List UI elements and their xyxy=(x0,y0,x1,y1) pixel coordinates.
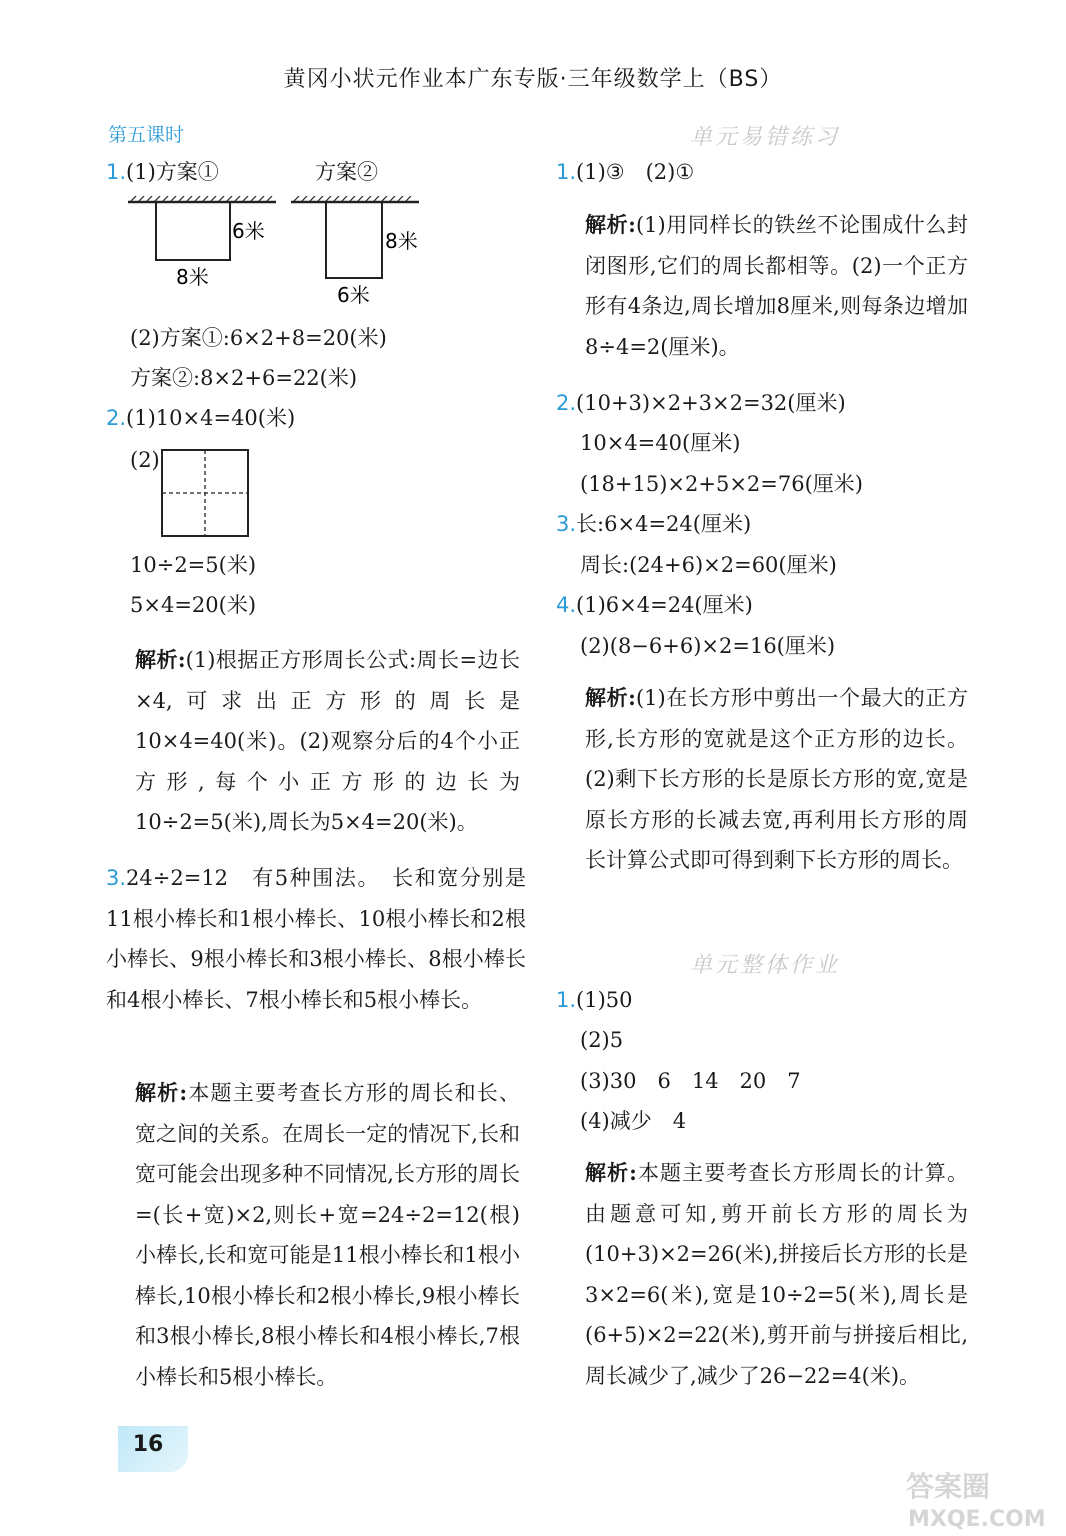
right-q1-answer xyxy=(556,152,694,192)
right-q5-analysis xyxy=(585,1153,968,1396)
right-q5-ans1: (1)50 xyxy=(576,988,633,1012)
scheme1-diagram xyxy=(128,196,278,292)
right-q5-ans3: (3)30 6 14 20 7 xyxy=(580,1069,801,1093)
right-q2-calc3: (18+15)×2+5×2=76(厘米) xyxy=(580,472,863,496)
q3-analysis xyxy=(135,1073,520,1397)
right-q5-ans2: (2)5 xyxy=(580,1028,624,1052)
scheme2-diagram xyxy=(291,196,431,310)
fig1-side-label: 6米 xyxy=(232,219,265,243)
q2-calc1: 10÷2=5(米) xyxy=(130,553,257,577)
question-number: 2. xyxy=(556,391,577,415)
q1-scheme1-calc: (2)方案①:6×2+8=20(米) xyxy=(130,326,387,350)
right-q2-calc2: 10×4=40(厘米) xyxy=(580,431,741,455)
right-q2-calc1: (10+3)×2+3×2=32(厘米) xyxy=(576,391,846,415)
question-number: 1. xyxy=(556,988,577,1012)
watermark-bottom-text: MXQE.COM xyxy=(908,1507,1046,1532)
question-number: 3. xyxy=(556,512,577,536)
q1-scheme2-label: 方案② xyxy=(315,160,378,184)
right-q3-calc2: 周长:(24+6)×2=60(厘米) xyxy=(580,553,837,577)
q2-square-diagram xyxy=(160,448,252,540)
right-q4-calc2: (2)(8−6+6)×2=16(厘米) xyxy=(580,634,836,658)
right-q4-analysis-text: (1)在长方形中剪出一个最大的正方形,长方形的宽就是这个正方形的边长。(2)剩下长方形的长是原长方形的宽,宽是原长方形的长减去宽,再利用长方形的周长计算公式即可得到剩下长方形的周长。 xyxy=(585,686,968,872)
q1-part1-label: (1)方案① xyxy=(126,160,219,184)
analysis-label: 解析: xyxy=(585,685,636,710)
fig2-bottom-label: 6米 xyxy=(337,283,370,307)
right-q5-analysis-text: 本题主要考查长方形周长的计算。由题意可知,剪开前长方形的周长为(10+3)×2=26(米),拼接后长方形的长是3×2=6(米),宽是10÷2=5(米),周长是(6+5)×2=22(米),剪开前与拼接后相比,周长减少了,减少了26−22=4(米)。 xyxy=(585,1161,968,1388)
q2-calc2: 5×4=20(米) xyxy=(130,593,257,617)
q2-analysis-text: (1)根据正方形周长公式:周长=边长×4,可求出正方形的周长是10×4=40(米)。(2)观察分后的4个小正方形,每个小正方形的边长为10÷2=5(米),周长为5×4=20(米)。 xyxy=(135,648,520,834)
right-q3-line1 xyxy=(556,504,751,544)
page-header: 黄冈小状元作业本广东专版·三年级数学上（BS） xyxy=(283,67,783,92)
q2-part2-label: (2) xyxy=(130,448,160,472)
page-number-box xyxy=(118,1426,188,1472)
right-q1-analysis-text: (1)用同样长的铁丝不论围成什么封闭图形,它们的周长都相等。(2)一个正方形有4条边,周长增加8厘米,则每条边增加8÷4=2(厘米)。 xyxy=(585,213,968,359)
analysis-label: 解析: xyxy=(585,1160,637,1185)
analysis-label: 解析: xyxy=(585,212,636,237)
right-q4-line1 xyxy=(556,585,753,625)
page-number: 16 xyxy=(132,1432,164,1457)
question-number: 1. xyxy=(106,160,127,184)
right-q4-calc1: (1)6×4=24(厘米) xyxy=(576,593,753,617)
section-title-errors: 单元易错练习 xyxy=(690,125,841,150)
question-number: 2. xyxy=(106,406,127,430)
right-q1-answer-text: (1)③ (2)① xyxy=(576,160,695,184)
right-q2-line1 xyxy=(556,383,846,423)
q3-analysis-text: 本题主要考查长方形的周长和长、宽之间的关系。在周长一定的情况下,长和宽可能会出现多种不同情况,长方形的周长=(长+宽)×2,则长+宽=24÷2=12(根)小棒长,长和宽可能是11根小棒长和1根小棒长,10根小棒长和2根小棒长,9根小棒长和3根小棒长,8根小棒长和4根小棒长,7根小棒长和5根小棒长。 xyxy=(135,1081,520,1389)
q3-answer xyxy=(106,858,526,1020)
question-number: 1. xyxy=(556,160,577,184)
right-q4-analysis xyxy=(585,678,968,881)
question-number: 4. xyxy=(556,593,577,617)
fig2-side-label: 8米 xyxy=(385,229,418,253)
analysis-label: 解析: xyxy=(135,647,186,672)
q2-part1: (1)10×4=40(米) xyxy=(126,406,296,430)
q1-scheme2-calc: 方案②:8×2+6=22(米) xyxy=(130,366,358,390)
watermark-logo xyxy=(898,1466,1058,1532)
left-q1-line1 xyxy=(106,152,219,192)
watermark-top-text: 答案圈 xyxy=(906,1470,991,1503)
analysis-label: 解析: xyxy=(135,1080,188,1105)
right-q5-line1 xyxy=(556,980,633,1020)
question-number: 3. xyxy=(106,866,127,890)
right-q3-calc1: 长:6×4=24(厘米) xyxy=(576,512,752,536)
right-q5-ans4: (4)减少 4 xyxy=(580,1109,687,1133)
fig1-bottom-label: 8米 xyxy=(176,265,209,289)
left-q2-line1 xyxy=(106,398,295,438)
q3-answer-text: 24÷2=12 有5种围法。 长和宽分别是11根小棒长和1根小棒长、10根小棒长和2根小棒长、9根小棒长和3根小棒长、8根小棒长和4根小棒长、7根小棒长和5根小棒长。 xyxy=(106,866,526,1012)
section-title-lesson5: 第五课时 xyxy=(108,124,185,146)
right-q1-analysis xyxy=(585,205,968,367)
q2-analysis xyxy=(135,640,520,843)
section-title-unit-work: 单元整体作业 xyxy=(690,953,841,978)
